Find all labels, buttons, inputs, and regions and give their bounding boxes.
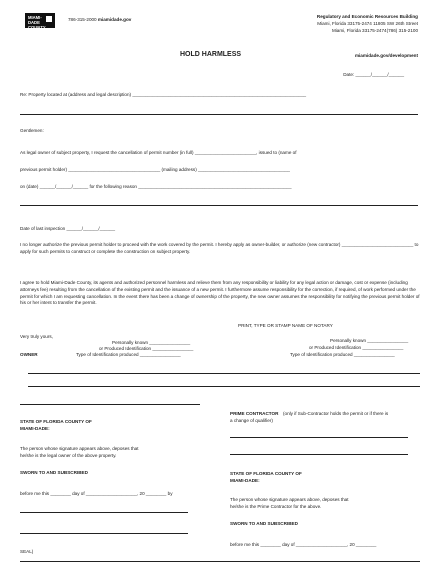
left-deposes2: he/she is the legal owner of the above property. [20, 453, 117, 458]
notary-sign-line [20, 533, 188, 534]
divider [20, 205, 418, 206]
prime-contractor-label: PRIME CONTRACTOR [230, 411, 279, 416]
prime-note: (only if Sub-Contractor holds the permit or if there is [283, 411, 389, 416]
right-deposes1: The person whose signature appears above, deposes that [230, 497, 349, 502]
prime-sign-line [230, 454, 408, 455]
left-county-label: MIAMI-DADE: [20, 426, 50, 431]
prime-sign-line [230, 437, 408, 438]
left-sworn: SWORN TO AND SUBSCRIBED [20, 470, 88, 475]
dept-address1: Miami, Florida 33175-2474 11805 SW 26th Street [317, 21, 418, 26]
personally-known-right[interactable]: Personally known ________________ [330, 338, 409, 343]
permit-line3[interactable]: on (date) ______/______/______ for the following reason ____________________________________________________________ [20, 184, 292, 189]
personally-known[interactable]: Personally known ________________ [112, 340, 191, 345]
page-title: HOLD HARMLESS [180, 51, 242, 58]
date-last-inspection[interactable]: Date of last inspection ______/______/______ [20, 226, 116, 231]
right-sworn: SWORN TO AND SUBSCRIBED [230, 521, 298, 526]
dept-url[interactable]: miamidade.gov/development [354, 53, 418, 58]
phone: 786-315-2000 [68, 17, 97, 22]
dept-name: Regulatory and Economic Resources Building [316, 14, 418, 19]
signature-underline [20, 404, 200, 405]
agree-paragraph: I agree to hold Miami-Dade County, its agents and authorized personnel harmless and relieve them from any responsibility or liability for any legal action or damage, cost or expense (including attorneys fee) resulting from the cancellation of the existing permit and the issuance of a new permit. I furthermore assume responsibility for the correction, if required, of work performed under the permit for which I am requesting cancellation. In the event there has been a change of ownership of the property, the new owner assumes the responsibility for notifying the previous permit holder of his or her intent to transfer the permit. [20, 280, 420, 306]
produced-id-right[interactable]: or Produced Identification ________________ [309, 345, 404, 350]
header-contact [68, 17, 131, 23]
website[interactable]: miamidade.gov [97, 17, 132, 22]
prime-note2: a change of qualifier) [230, 418, 273, 423]
signature-line [28, 386, 420, 387]
permit-line1[interactable]: As legal owner of subject property, I request the cancellation of permit number (in full) ________________________, issued to (name of [20, 150, 297, 155]
salutation: Gentlemen: [20, 128, 44, 133]
left-seal: SEAL) [20, 549, 34, 554]
date-field[interactable]: Date: ______/______/______ [343, 72, 404, 77]
authorize-paragraph: I no longer authorize the previous permit holder to proceed with the work covered by the permit. I hereby apply as owner-builder, or authorize (new contractor) ____________________________ to apply for such permits to construct or complete the construction on subject property. [20, 242, 419, 254]
divider [20, 114, 418, 115]
logo-mark-icon [46, 16, 52, 22]
notary-sign-line [20, 512, 188, 513]
left-before[interactable]: before me this ________ day of ____________________, 20 ________ by [20, 491, 173, 496]
type-id[interactable]: Type of Identification produced ________________ [76, 352, 181, 357]
produced-id[interactable]: or Produced Identification ________________ [99, 346, 194, 351]
right-before[interactable]: before me this ________ day of ____________________, 20 ________ [230, 542, 377, 547]
owner-label: OWNER [20, 352, 38, 357]
re-line[interactable]: Re: Property located at (address and legal description) ____________________________________________________________________ [20, 92, 307, 97]
right-state-label: STATE OF FLORIDA COUNTY OF [230, 471, 302, 476]
left-deposes1: The person whose signature appears above, deposes that [20, 446, 139, 451]
right-county-label: MIAMI-DADE: [230, 478, 260, 483]
dept-address2: Miami, Florida 33175-2474(786) 315-2100 [331, 28, 418, 33]
notary-print-label: PRINT, TYPE OR STAMP NAME OF NOTARY [238, 323, 333, 328]
type-id-right[interactable]: Type of Identification produced ________________ [290, 352, 395, 357]
logo-line1: MIAMI-DADE [28, 15, 42, 25]
right-deposes2: he/she is the Prime Contractor for the above. [230, 504, 322, 509]
signature-line [28, 373, 420, 374]
logo-line2: COUNTY [28, 25, 46, 28]
permit-line2[interactable]: previous permit holder) ____________________________________ (mailing address) ____________________________________ [20, 167, 290, 172]
miami-dade-logo [25, 13, 55, 28]
left-state-label: STATE OF FLORIDA COUNTY OF [20, 419, 92, 424]
divider [20, 561, 420, 562]
very-truly: Very truly yours, [20, 334, 53, 339]
